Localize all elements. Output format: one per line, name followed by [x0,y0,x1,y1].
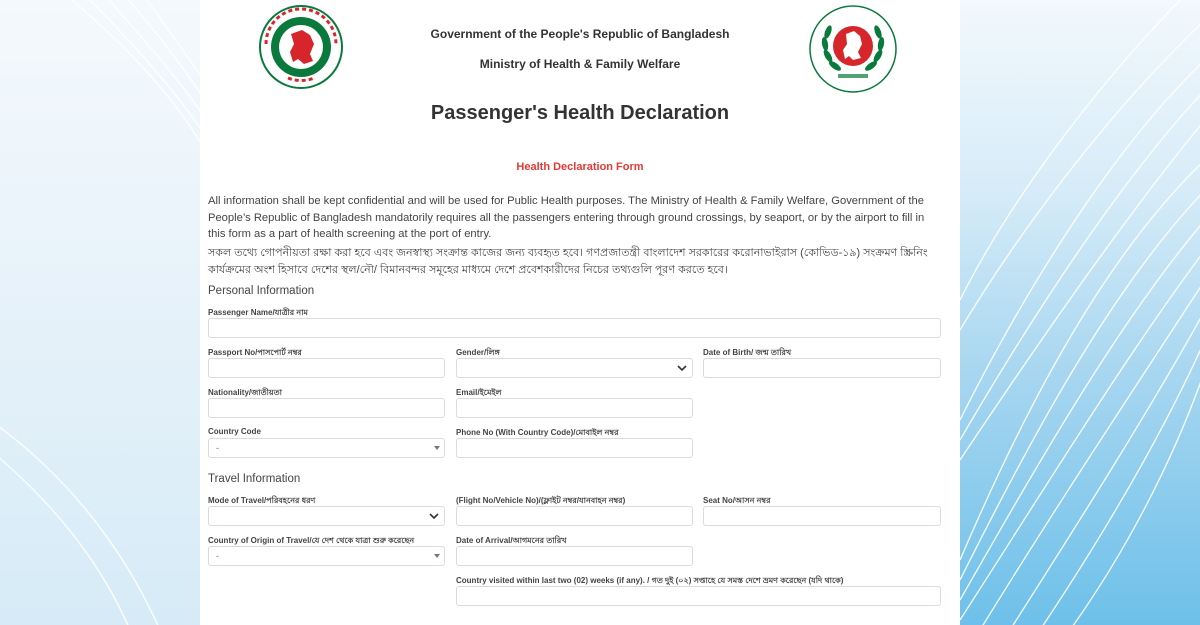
flight-no-input[interactable] [456,506,693,526]
form-page [200,0,960,625]
phone-input[interactable] [456,438,693,458]
passenger-name-label: Passenger Name/যাত্রীর নাম [208,308,308,317]
phone-label: Phone No (With Country Code)/মোবাইল নম্বর [456,428,619,437]
passport-label: Passport No/পাসপোর্ট নম্বর [208,348,302,357]
origin-country-value: - [216,551,219,561]
intro-english: All information shall be kept confidential and will be used for Public Health purposes. The Ministry of Health & Family Welfare, Government of the People’s Republic of Bangladesh mandatorily requires all the passengers entering through ground crossings, by seaport, or by the airport to fill in this form as a part of health screening at the port of entry. [208,195,925,240]
nationality-input[interactable] [208,398,445,418]
caret-down-icon [434,554,440,558]
visited-countries-input[interactable] [456,586,941,606]
background-right-decoration [960,0,1200,625]
dob-input[interactable] [703,358,941,378]
country-code-label: Country Code [208,427,261,436]
caret-down-icon [434,446,440,450]
passenger-name-input[interactable] [208,318,941,338]
seat-no-label: Seat No/আসন নম্বর [703,496,771,505]
intro-bangla: সকল তথ্যে গোপনীয়তা রক্ষা করা হবে এবং জনস্বাস্থ্য সংক্রান্ত কাজের জন্য ব্যবহৃত হবে। গণপ্রজাতন্ত্রী বাংলাদেশ সরকারের করোনাভাইরাস (কোভিড-১৯) সংক্রমণ স্ক্রিনিং কার্যক্রমের অংশ হিসাবে দেশের স্থল/নৌ/ বিমানবন্দর সমূহের মাধ্যমে দেশে প্রবেশকারীদের নিচের তথ্যগুলি পূরণ করতে হবে। [208,247,928,276]
government-name: Government of the People's Republic of Bangladesh [430,27,730,41]
chevron-down-icon [428,510,440,522]
seat-no-input[interactable] [703,506,941,526]
mode-of-travel-label: Mode of Travel/পরিবহনের ধরণ [208,496,316,505]
arrival-date-label: Date of Arrival/আগমনের তারিখ [456,536,567,545]
dob-label: Date of Birth/ জন্ম তারিখ [703,348,792,357]
page-title: Passenger's Health Declaration [430,102,730,124]
email-label: Email/ইমেইল [456,388,502,397]
dghs-logo-icon [808,4,898,94]
government-seal-icon [258,4,344,90]
country-code-select[interactable] [208,438,445,458]
passport-input[interactable] [208,358,445,378]
origin-country-label: Country of Origin of Travel/যে দেশ থেকে যাত্রা শুরু করেছেন [208,536,415,545]
background-left-decoration [0,0,200,625]
nationality-label: Nationality/জাতীয়তা [208,388,282,397]
gender-label: Gender/লিঙ্গ [456,348,500,357]
email-input[interactable] [456,398,693,418]
country-code-value: - [216,443,219,453]
origin-country-select[interactable] [208,546,445,566]
flight-no-label: (Flight No/Vehicle No)/(ফ্লাইট নম্বর/যানবাহন নম্বর) [456,496,626,505]
form-title: Health Declaration Form [516,161,644,173]
mode-of-travel-select[interactable] [208,506,445,526]
visited-countries-label: Country visited within last two (02) weeks (if any). / গত দুই (০২) সপ্তাহে যে সমস্ত দেশে ভ্রমণ করেছেন (যদি থাকে) [456,576,844,585]
personal-information-heading: Personal Information [208,285,315,297]
travel-information-heading: Travel Information [208,473,301,485]
arrival-date-input[interactable] [456,546,693,566]
gender-select[interactable] [456,358,693,378]
ministry-name: Ministry of Health & Family Welfare [479,57,681,71]
chevron-down-icon [676,362,688,374]
